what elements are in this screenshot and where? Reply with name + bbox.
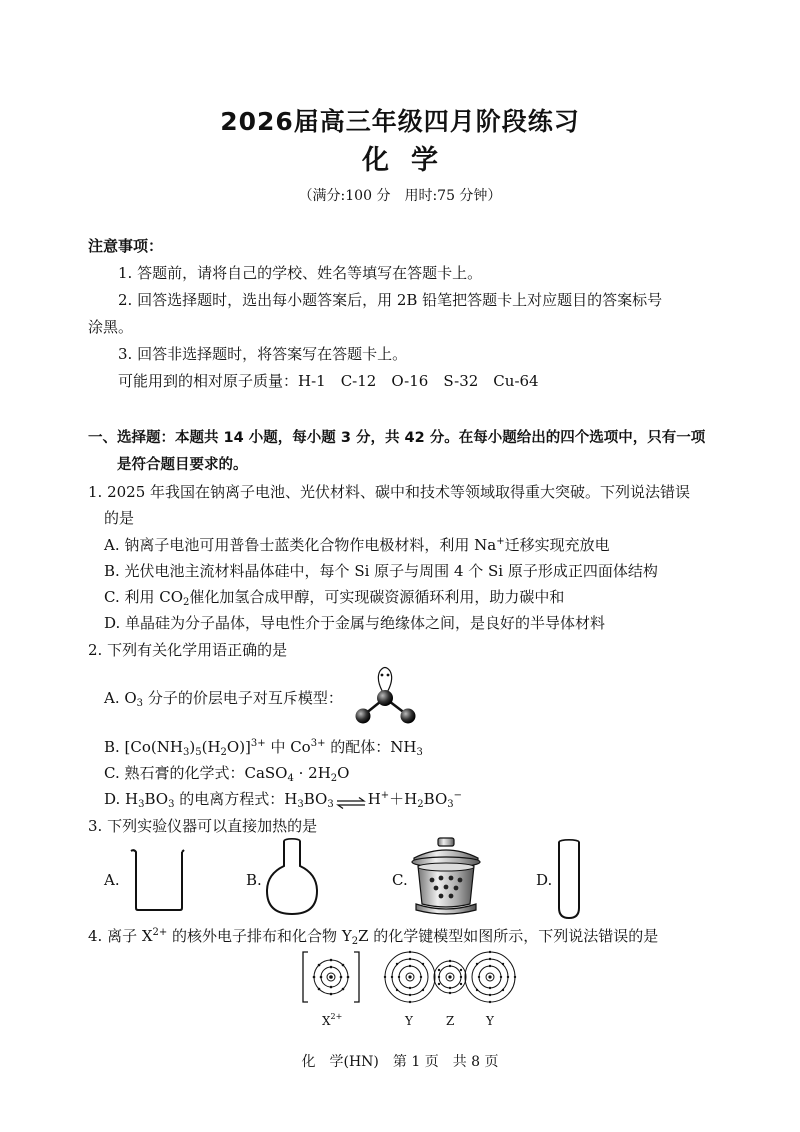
section-heading-cont: 是符合题目要求的。 [117,457,248,473]
q3-stem: 3. 下列实验仪器可以直接加热的是 [88,817,318,835]
electron-model-figure [300,948,520,1006]
q3-label-b: B. [246,871,262,889]
atomic-mass-line: 可能用到的相对原子质量：H-1 C-12 O-16 S-32 Cu-64 [118,372,539,390]
q1-stem: 1. 2025 年我国在钠离子电池、光伏材料、碳中和技术等领域取得重大突破。下列说法错误 [88,483,691,501]
q1-option-d: D. 单晶硅为分子晶体，导电性介于金属与绝缘体之间，是良好的半导体材料 [104,614,606,632]
page-footer: 化 学(HN) 第 1 页 共 8 页 [301,1054,499,1070]
label-y-right: Y [486,1014,494,1028]
subject-title: 化学 [362,145,460,176]
notice-item-1: 1. 答题前，请将自己的学校、姓名等填写在答题卡上。 [118,264,483,282]
q3-label-c: C. [392,871,408,889]
notice-item-2-cont: 涂黑。 [88,318,134,336]
q2-option-b: B. $[Co(NH_3)_5(H_2O)]^{3+}$ 中 $Co^{3+}$ 的配体：$NH_3$ [104,738,423,758]
label-x-ion: $X^{2+}$ [322,1012,343,1028]
notice-item-2: 2. 回答选择题时，选出每小题答案后，用 2B 铅笔把答题卡上对应题目的答案标号 [118,291,663,309]
q2-option-a: A. $O_3$ 分子的价层电子对互斥模型： [104,689,343,709]
notice-item-3: 3. 回答非选择题时，将答案写在答题卡上。 [118,345,408,363]
q1-option-a: A. 钠离子电池可用普鲁士蓝类化合物作电极材料，利用 Na+迁移实现充放电 [104,536,610,554]
beaker-icon [128,846,188,912]
q3-label-d: D. [536,871,553,889]
q1-option-c: C. 利用 $CO_2$催化加氢合成甲醇，可实现碳资源循环利用，助力碳中和 [104,588,565,608]
notice-heading: 注意事项： [88,237,164,255]
exam-title: 2026届高三年级四月阶段练习 [220,107,580,136]
q3-label-a: A. [104,871,120,889]
reversible-arrow-icon [336,794,366,806]
q2-stem: 2. 下列有关化学用语正确的是 [88,641,288,659]
crucible-icon [408,836,484,918]
label-y-left: Y [405,1014,413,1028]
q1-stem-cont: 的是 [104,509,135,527]
yzy-electrons [384,951,516,1003]
exam-meta: （满分:100 分 用时:75 分钟） [298,188,502,204]
q1-option-b: B. 光伏电池主流材料晶体硅中，每个 Si 原子与周围 4 个 Si 原子形成正四面体结构 [104,562,658,580]
test-tube-icon [556,838,582,920]
section-heading: 一、选择题：本题共 14 小题，每小题 3 分，共 42 分。在每小题给出的四个选项中，只有一项 [88,430,706,446]
label-z: Z [446,1014,455,1028]
vsepr-model-icon [345,662,425,732]
q2-option-d: D. $H_3BO_3$ 的电离方程式：$H_3BO_3$ $H^++H_2BO_3^-$ [104,790,463,810]
q2-option-c: C. 熟石膏的化学式：CaSO$_4$ · $2H_2O$ [104,764,350,784]
round-bottom-flask-icon [262,838,322,918]
q4-stem: 4. 离子 $X^{2+}$ 的核外电子排布和化合物 $Y_2Z$ 的化学键模型如图所示，下列说法错误的是 [88,927,659,947]
